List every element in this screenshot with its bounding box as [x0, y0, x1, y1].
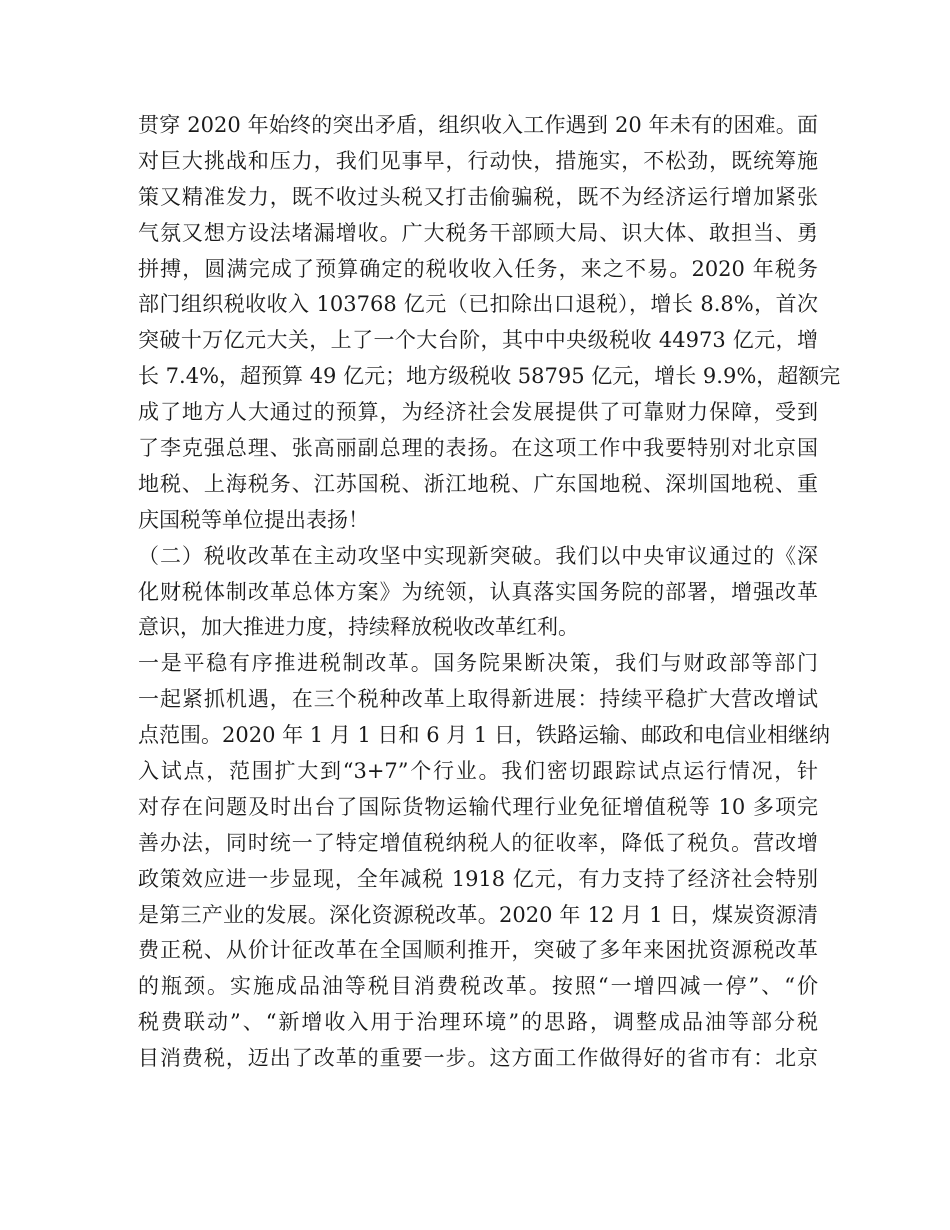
text-line: 突破十万亿元大关，上了一个大台阶，其中中央级税收 44973 亿元，增 — [138, 328, 818, 353]
text-line: 地税、上海税务、江苏国税、浙江地税、广东国地税、深圳国地税、重 — [138, 471, 818, 496]
text-line: 一是平稳有序推进税制改革。国务院果断决策，我们与财政部等部门 — [138, 651, 818, 676]
text-line: （二）税收改革在主动攻坚中实现新突破。我们以中央审议通过的《深 — [138, 543, 818, 568]
text-line: 入试点，范围扩大到“3+7”个行业。我们密切跟踪试点运行情况，针 — [138, 759, 818, 784]
paragraph-intro — [138, 108, 841, 539]
text-line: 是第三产业的发展。深化资源税改革。2020 年 12 月 1 日，煤炭资源清 — [138, 902, 818, 927]
paragraph-section-two — [138, 539, 818, 647]
text-line: 贯穿 2020 年始终的突出矛盾，组织收入工作遇到 20 年未有的困难。面 — [138, 113, 818, 137]
text-line: 一起紧抓机遇，在三个税种改革上取得新进展：持续平稳扩大营改增试 — [138, 687, 818, 712]
text-line: 费正税、从价计征改革在全国顺利推开，突破了多年来困扰资源税改革 — [138, 938, 818, 963]
text-line: 了李克强总理、张高丽副总理的表扬。在这项工作中我要特别对北京国 — [138, 436, 818, 461]
text-line: 对巨大挑战和压力，我们见事早，行动快，措施实，不松劲，既统筹施 — [138, 148, 818, 173]
text-line: 气氛又想方设法堵漏增收。广大税务干部顾大局、识大体、敢担当、勇 — [138, 220, 818, 245]
paragraph-point-one — [138, 646, 830, 1077]
text-line: 善办法，同时统一了特定增值税纳税人的征收率，降低了税负。营改增 — [138, 830, 818, 855]
text-line: 对存在问题及时出台了国际货物运输代理行业免征增值税等 10 多项完 — [138, 794, 818, 819]
text-line: 点范围。2020 年 1 月 1 日和 6 月 1 日，铁路运输、邮政和电信业相继纳 — [138, 723, 830, 748]
document-body — [138, 108, 841, 1077]
text-line: 长 7.4%，超预算 49 亿元；地方级税收 58795 亿元，增长 9.9%，超额完 — [138, 364, 841, 389]
text-line: 政策效应进一步显现，全年减税 1918 亿元，有力支持了经济社会特别 — [138, 866, 818, 891]
text-line: 税费联动”、“新增收入用于治理环境”的思路，调整成品油等部分税 — [138, 1010, 818, 1035]
text-line: 目消费税，迈出了改革的重要一步。这方面工作做得好的省市有：北京 — [138, 1046, 818, 1071]
text-line: 部门组织税收收入 103768 亿元（已扣除出口退税），增长 8.8%，首次 — [138, 292, 818, 317]
text-line: 成了地方人大通过的预算，为经济社会发展提供了可靠财力保障，受到 — [138, 400, 818, 425]
text-line: 庆国税等单位提出表扬！ — [138, 507, 369, 532]
text-line: 化财税体制改革总体方案》为统领，认真落实国务院的部署，增强改革 — [138, 579, 818, 604]
text-line: 意识，加大推进力度，持续释放税收改革红利。 — [138, 615, 579, 640]
text-line: 策又精准发力，既不收过头税又打击偷骗税，既不为经济运行增加紧张 — [138, 184, 818, 209]
text-line: 的瓶颈。实施成品油等税目消费税改革。按照“一增四减一停”、“价 — [138, 974, 818, 999]
text-line: 拼搏，圆满完成了预算确定的税收收入任务，来之不易。2020 年税务 — [138, 256, 818, 281]
